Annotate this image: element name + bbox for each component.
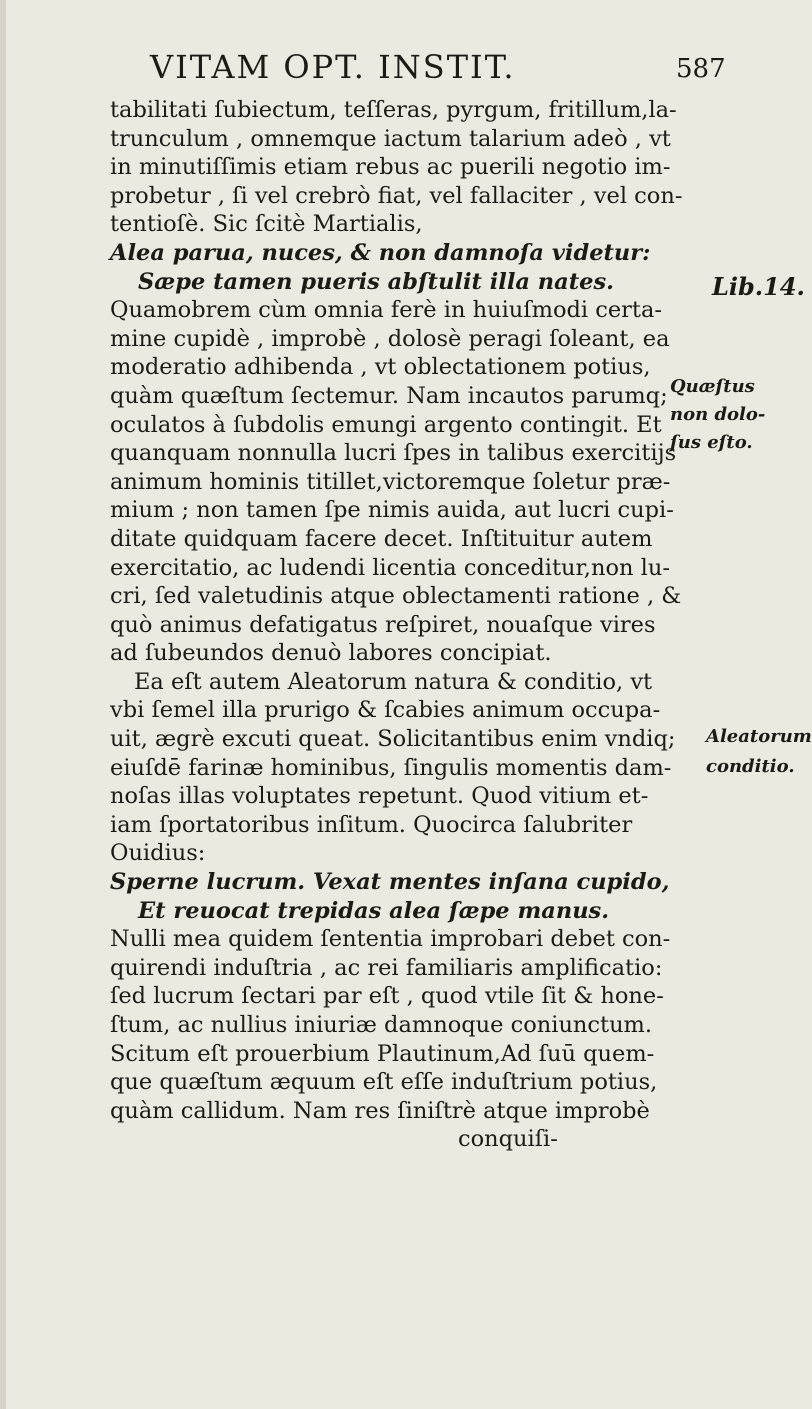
text-line: tabilitati ſubiectum, teſſeras, pyrgum, fritillum,la- xyxy=(110,97,677,123)
text-line: ad ſubeundos denuò labores concipiat. xyxy=(110,640,552,667)
text-line: que quæſtum æquum eſt eſſe induſtrium potius, xyxy=(110,1069,658,1096)
text-line: vbi ſemel illa prurigo & ſcabies animum occupa- xyxy=(110,697,661,724)
text-line: noſas illas voluptates repetunt. Quod vitium et- xyxy=(110,783,649,810)
page-gutter-shadow xyxy=(0,0,6,1409)
verse-line: Sæpe tamen pueris abſtulit illa nates. xyxy=(138,268,614,295)
text-line: Scitum eſt prouerbium Plautinum,Ad ſuū quem- xyxy=(110,1040,655,1067)
text-line: animum hominis titillet,victoremque ſoletur præ- xyxy=(110,468,671,495)
text-line: moderatio adhibenda , vt oblectationem potius, xyxy=(110,354,651,381)
marginal-note-aleatorum: Aleatorum xyxy=(706,726,812,747)
text-line: quanquam nonnulla lucri ſpes in talibus exercitijs xyxy=(110,440,677,467)
text-line: quirendi induſtria , ac rei familiaris amplificatio: xyxy=(110,954,663,981)
text-line: eiuſdē farinæ hominibus, ſingulis momentis dam- xyxy=(110,754,672,781)
page-number: 587 xyxy=(676,54,726,84)
running-title: VITAM OPT. INSTIT. xyxy=(150,48,516,86)
text-line: Ea eſt autem Aleatorum natura & conditio, vt xyxy=(134,668,653,695)
text-line: quàm callidum. Nam res ſiniſtrè atque improbè xyxy=(110,1097,650,1124)
marginal-note-quaestus: Quæſtus xyxy=(670,376,755,397)
text-line: Nulli mea quidem ſententia improbari debet con- xyxy=(110,926,671,953)
text-line: quò animus defatigatus reſpiret, nouaſque vires xyxy=(110,611,656,638)
text-line: uit, ægrè excuti queat. Solicitantibus enim vndiq; xyxy=(110,726,676,753)
text-line: mine cupidè , improbè , dolosè peragi ſoleant, ea xyxy=(110,325,670,352)
marginal-note-quaestus: ſus eſto. xyxy=(670,432,753,453)
verse-line: Et reuocat trepidas alea ſæpe manus. xyxy=(138,897,610,924)
text-line: in minutiſſimis etiam rebus ac puerili negotio im- xyxy=(110,154,671,181)
verse-line: Alea parua, nuces, & non damnoſa videtur: xyxy=(110,239,651,266)
text-line: ſed lucrum ſectari par eſt , quod vtile ſit & hone- xyxy=(110,983,664,1010)
text-line: probetur , ſi vel crebrò fiat, vel fallaciter , vel con- xyxy=(110,182,683,209)
body-text xyxy=(110,96,710,1154)
text-line: Ouidius: xyxy=(110,840,206,867)
marginal-note-quaestus: non dolo- xyxy=(670,404,766,425)
text-line: ſtum, ac nullius iniuriæ damnoque coniunctum. xyxy=(110,1012,653,1038)
page-header xyxy=(150,48,790,88)
marginal-note-aleatorum: conditio. xyxy=(706,756,795,777)
text-line: trunculum , omnemque iactum talarium adeò , vt xyxy=(110,125,671,152)
text-line: mium ; non tamen ſpe nimis auida, aut lucri cupi- xyxy=(110,497,674,524)
text-line: tentioſè. Sic ſcitè Martialis, xyxy=(110,211,423,238)
catchword: conquiſi- xyxy=(458,1126,558,1153)
text-line: Quamobrem cùm omnia ferè in huiuſmodi certa- xyxy=(110,297,662,324)
marginal-note-lib: Lib.14. xyxy=(712,272,805,301)
text-line: oculatos à ſubdolis emungi argento contingit. Et xyxy=(110,411,662,438)
verse-line: Sperne lucrum. Vexat mentes inſana cupido, xyxy=(110,869,670,896)
text-line: exercitatio, ac ludendi licentia conceditur,non lu- xyxy=(110,554,670,581)
text-line: quàm quæſtum ſectemur. Nam incautos parumq; xyxy=(110,382,668,409)
text-line: cri, ſed valetudinis atque oblectamenti ratione , & xyxy=(110,583,682,610)
text-line: ditate quidquam facere decet. Inſtituitur autem xyxy=(110,525,653,552)
text-line: iam ſportatoribus inſitum. Quocirca ſalubriter xyxy=(110,811,633,838)
